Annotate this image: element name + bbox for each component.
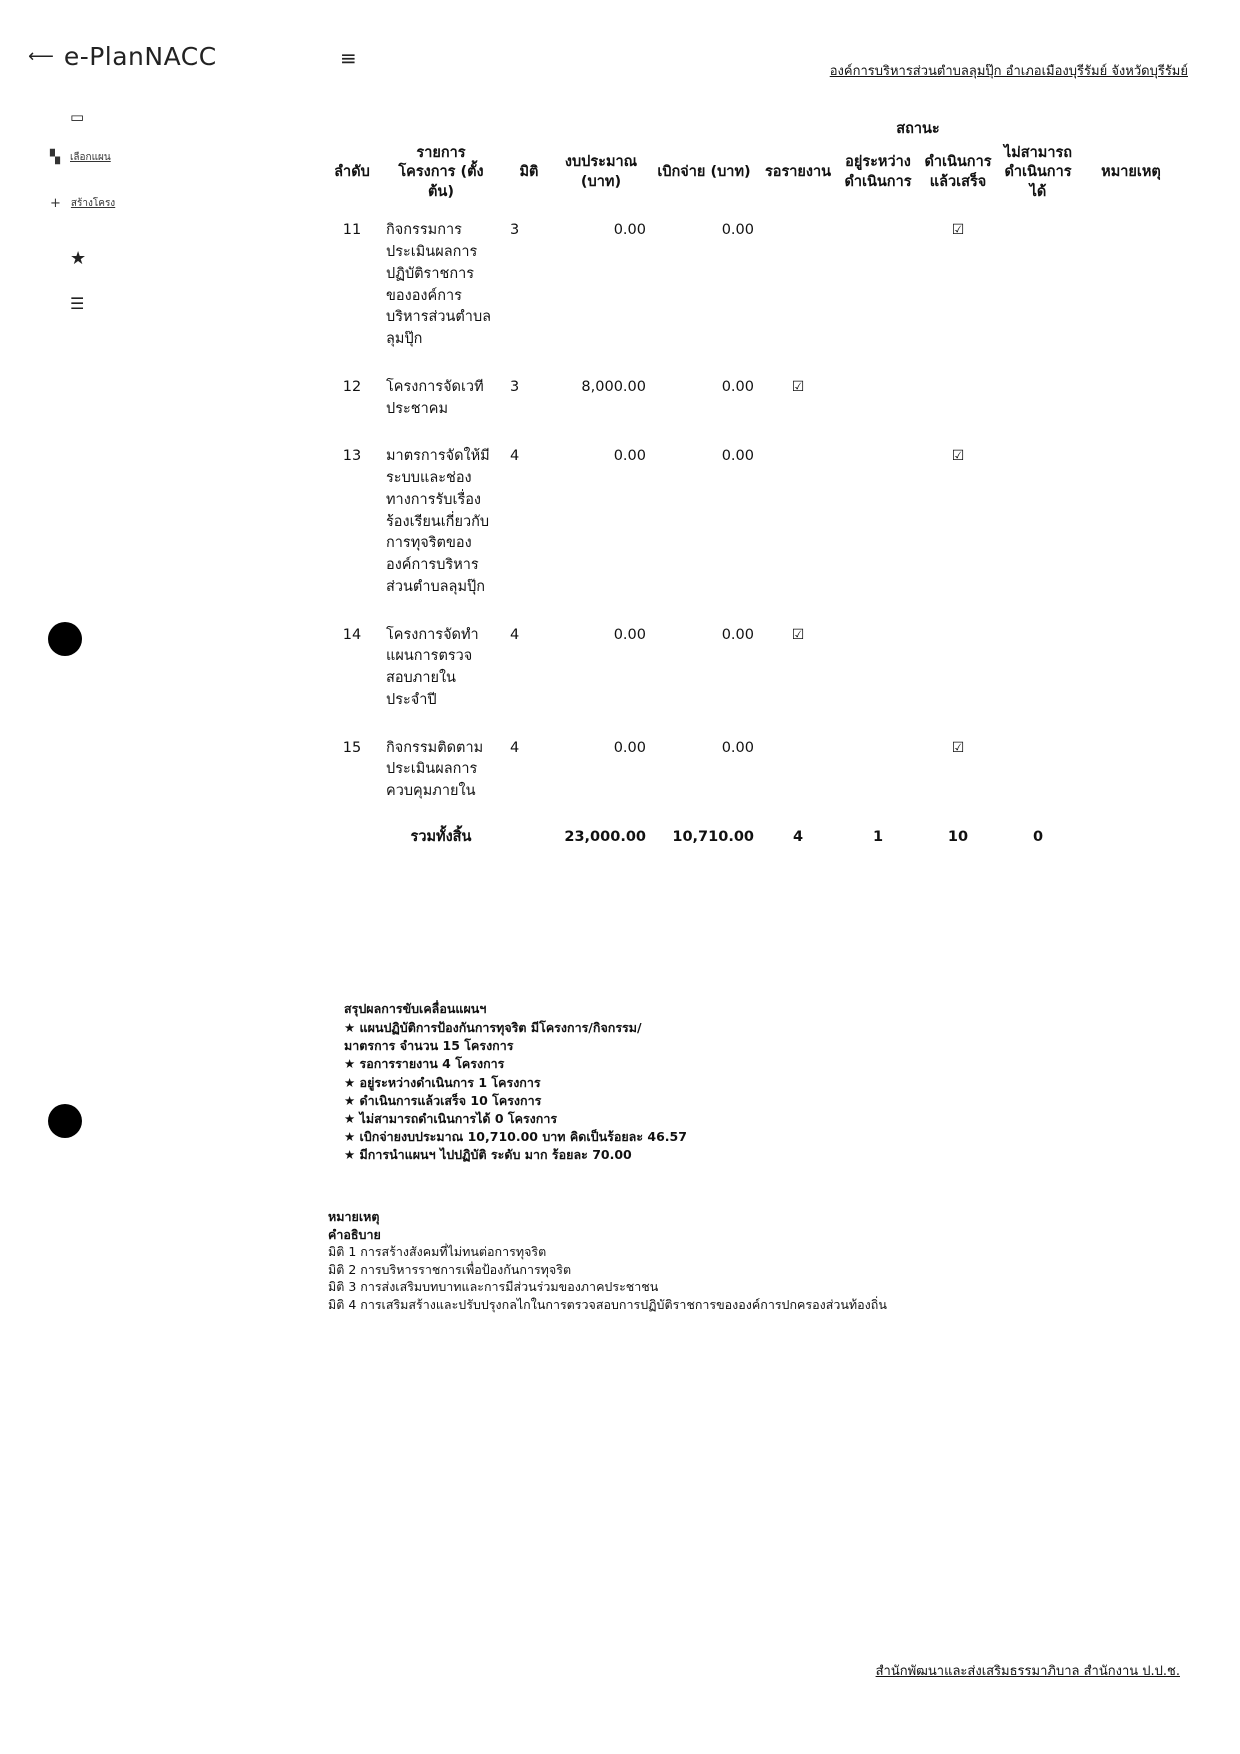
chart-icon: ▚ [50,150,60,165]
total-paid: 10,710.00 [672,828,754,845]
cell-unable [998,609,1078,722]
sidebar-item-create-project[interactable] [50,196,115,211]
cell-budget: 0.00 [613,448,646,465]
cell-budget: 0.00 [613,626,646,643]
checkbox-waiting-icon: ☑ [791,626,805,643]
cell-name: กิจกรรมการประเมินผลการปฏิบัติราชการขององค์การบริหารส่วนตำบลลุมปุ๊ก [386,222,492,347]
back-arrow-icon[interactable]: ⟵ [28,46,54,67]
cell-unable [998,204,1078,361]
cell-paid: 0.00 [721,626,754,643]
summary-title: สรุปผลการขับเคลื่อนแผนฯ [344,1001,487,1016]
cell-dimension: 4 [510,626,520,643]
cell-done [918,361,998,431]
total-label: รวมทั้งสิ้น [410,828,472,845]
plan-summary [344,1000,687,1164]
cell-no: 13 [342,448,362,465]
cell-note [1078,361,1184,431]
cell-no: 14 [342,626,362,643]
cell-budget: 0.00 [613,739,646,756]
total-in-progress: 1 [872,828,884,845]
cell-note [1078,430,1184,608]
checkbox-waiting-icon: ☑ [791,378,805,395]
star-icon[interactable]: ★ [70,248,87,269]
table-row [322,361,1184,431]
cell-no: 15 [342,739,362,756]
col-header-done: ดำเนินการแล้วเสร็จ [924,154,992,190]
summary-item: ★ อยู่ระหว่างดำเนินการ 1 โครงการ [344,1074,541,1090]
cell-name: โครงการจัดทำแผนการตรวจสอบภายในประจำปี [386,626,479,708]
laptop-icon[interactable]: ▭ [70,108,85,126]
status-group-header: สถานะ [896,121,940,137]
punch-hole-dot [48,622,82,656]
total-done: 10 [947,828,969,845]
notes-section [328,1208,887,1313]
cell-done [918,609,998,722]
cell-unable [998,430,1078,608]
note-item: มิติ 3 การส่งเสริมบทบาทและการมีส่วนร่วมของภาคประชาชน [328,1279,659,1294]
cell-paid: 0.00 [721,222,754,239]
total-budget: 23,000.00 [564,828,646,845]
col-header-budget: งบประมาณ (บาท) [564,154,638,190]
cell-paid: 0.00 [721,378,754,395]
cell-waiting [758,722,838,813]
note-item: มิติ 2 การบริหารราชการเพื่อป้องกันการทุจริต [328,1261,572,1277]
col-header-paid: เบิกจ่าย (บาท) [657,164,751,181]
cell-name: มาตรการจัดให้มีระบบและช่องทางการรับเรื่องร้องเรียนเกี่ยวกับการทุจริตขององค์การบริหารส่วนตำบลลุมปุ๊ก [386,448,490,595]
table-row [322,722,1184,813]
col-header-dimension: มิติ [519,164,539,181]
cell-in-progress [838,430,918,608]
cell-note [1078,609,1184,722]
sidebar-item-label: สร้างโครง [70,198,116,209]
punch-hole-dot [48,1104,82,1138]
cell-in-progress [838,609,918,722]
col-header-note: หมายเหตุ [1101,164,1161,181]
summary-item: ★ ดำเนินการแล้วเสร็จ 10 โครงการ [344,1092,542,1108]
cell-note [1078,722,1184,813]
app-title: e-PlanNACC [63,42,217,71]
cell-in-progress [838,204,918,361]
notes-subheading: คำอธิบาย [328,1226,381,1242]
cell-unable [998,361,1078,431]
cell-budget: 8,000.00 [581,378,646,395]
cell-name: โครงการจัดเวทีประชาคม [386,378,484,417]
col-header-no: ลำดับ [334,164,370,181]
summary-item: ★ รอการรายงาน 4 โครงการ [344,1056,505,1072]
summary-item: ★ เบิกจ่ายงบประมาณ 10,710.00 บาท คิดเป็นร้อยละ 46.57 [344,1128,687,1144]
cell-no: 12 [342,378,362,395]
notes-heading: หมายเหตุ [328,1209,380,1224]
summary-item: ★ ไม่สามารถดำเนินการได้ 0 โครงการ [344,1110,558,1126]
total-row [322,813,1184,853]
list-icon[interactable]: ☰ [70,294,85,313]
cell-dimension: 3 [510,378,520,395]
cell-budget: 0.00 [613,222,646,239]
summary-item: ★ แผนปฏิบัติการป้องกันการทุจริต มีโครงการ/กิจกรรม/ [344,1020,642,1036]
cell-no: 11 [342,222,362,239]
note-item: มิติ 4 การเสริมสร้างและปรับปรุงกลไกในการตรวจสอบการปฏิบัติราชการขององค์การปกครองส่วนท้องถิ่น [328,1296,887,1312]
cell-dimension: 4 [510,448,520,465]
total-unable: 0 [1032,828,1044,845]
cell-in-progress [838,722,918,813]
col-header-name: รายการ โครงการ (ตั้งต้น) [398,144,484,200]
cell-paid: 0.00 [721,739,754,756]
cell-in-progress [838,361,918,431]
cell-dimension: 4 [510,739,520,756]
col-header-waiting: รอรายงาน [764,164,832,181]
col-header-in-progress: อยู่ระหว่างดำเนินการ [844,154,912,190]
cell-paid: 0.00 [721,448,754,465]
cell-waiting [758,430,838,608]
note-item: มิติ 1 การสร้างสังคมที่ไม่ทนต่อการทุจริต [328,1244,547,1259]
hamburger-icon[interactable]: ≡ [340,46,357,70]
summary-item: มาตรการ จำนวน 15 โครงการ [344,1038,514,1054]
table-row [322,609,1184,722]
sidebar-item-label: เลือกแผน [70,152,111,163]
checkbox-done-icon: ☑ [951,739,965,756]
cell-dimension: 3 [510,222,520,239]
cell-unable [998,722,1078,813]
table-row [322,204,1184,361]
sidebar-item-select-plan[interactable] [50,150,111,165]
app-logo[interactable] [28,42,217,71]
checkbox-done-icon: ☑ [951,448,965,465]
summary-item: ★ มีการนำแผนฯ ไปปฏิบัติ ระดับ มาก ร้อยละ 70.00 [344,1147,632,1162]
col-header-unable: ไม่สามารถดำเนินการได้ [1003,144,1073,200]
total-waiting: 4 [792,828,804,845]
table-row [322,430,1184,608]
cell-name: กิจกรรมติดตามประเมินผลการควบคุมภายใน [386,739,484,799]
organization-link[interactable]: องค์การบริหารส่วนตำบลลุมปุ๊ก อำเภอเมืองบุรีรัมย์ จังหวัดบุรีรัมย์ [829,64,1188,79]
cell-note [1078,204,1184,361]
footer-link[interactable]: สำนักพัฒนาและส่งเสริมธรรมาภิบาล สำนักงาน ป.ป.ช. [875,1664,1180,1679]
checkbox-done-icon: ☑ [951,222,965,239]
plus-icon: + [50,196,61,211]
cell-waiting [758,204,838,361]
plan-table [322,118,1184,853]
